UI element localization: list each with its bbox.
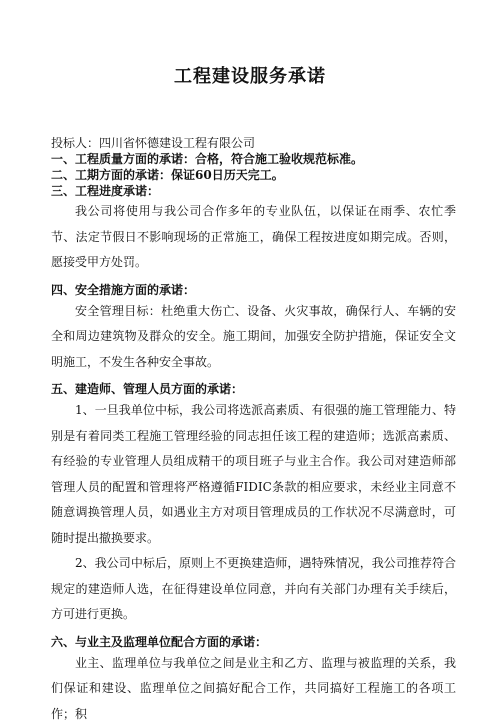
section-heading-schedule: 二、工期方面的承诺：保证60日历天完工。 <box>51 167 456 183</box>
section-heading-progress: 三、工程进度承诺： <box>51 183 456 199</box>
section-paragraph-staff-2: 2、我公司中标后，原则上不更换建造师，遇特殊情况，我公司推荐符合规定的建造师人选，在征得建设单位同意，并向有关部门办理有关手续后，方可进行更换。 <box>51 551 456 628</box>
bidder-line: 投标人：四川省怀德建设工程有限公司 <box>51 135 456 151</box>
section-heading-quality: 一、工程质量方面的承诺：合格，符合施工验收规范标准。 <box>51 151 456 167</box>
document-body <box>51 135 456 727</box>
section-paragraph-safety: 安全管理目标：杜绝重大伤亡、设备、火灾事故，确保行人、车辆的安全和周边建筑物及群众的安全。施工期间，加强安全防护措施，保证安全文明施工，不发生各种安全事故。 <box>51 299 456 376</box>
section-paragraph-staff-1: 1、一旦我单位中标，我公司将选派高素质、有很强的施工管理能力、特别是有着同类工程施工管理经验的同志担任该工程的建造师；选派高素质、有经验的专业管理人员组成精干的项目班子与业主合作。我公司对建造师部管理人员的配置和管理将严格遵循FIDIC条款的相应要求，未经业主同意不随意调换管理人员，如遇业主方对项目管理成员的工作状况不尽满意时，可随时提出撤换要求。 <box>51 398 456 551</box>
section-heading-cooperation: 六、与业主及监理单位配合方面的承诺： <box>51 633 456 651</box>
section-paragraph-progress: 我公司将使用与我公司合作多年的专业队伍，以保证在雨季、农忙季节、法定节假日不影响现场的正常施工，确保工程按进度如期完成。否则，愿接受甲方处罚。 <box>51 199 456 276</box>
section-heading-safety: 四、安全措施方面的承诺： <box>51 281 456 299</box>
document-title: 工程建设服务承诺 <box>0 62 500 88</box>
section-paragraph-cooperation: 业主、监理单位与我单位之间是业主和乙方、监理与被监理的关系，我们保证和建设、监理单位之间搞好配合工作，共同搞好工程施工的各项工作；积 <box>51 651 456 727</box>
section-heading-staff: 五、建造师、管理人员方面的承诺： <box>51 380 456 398</box>
